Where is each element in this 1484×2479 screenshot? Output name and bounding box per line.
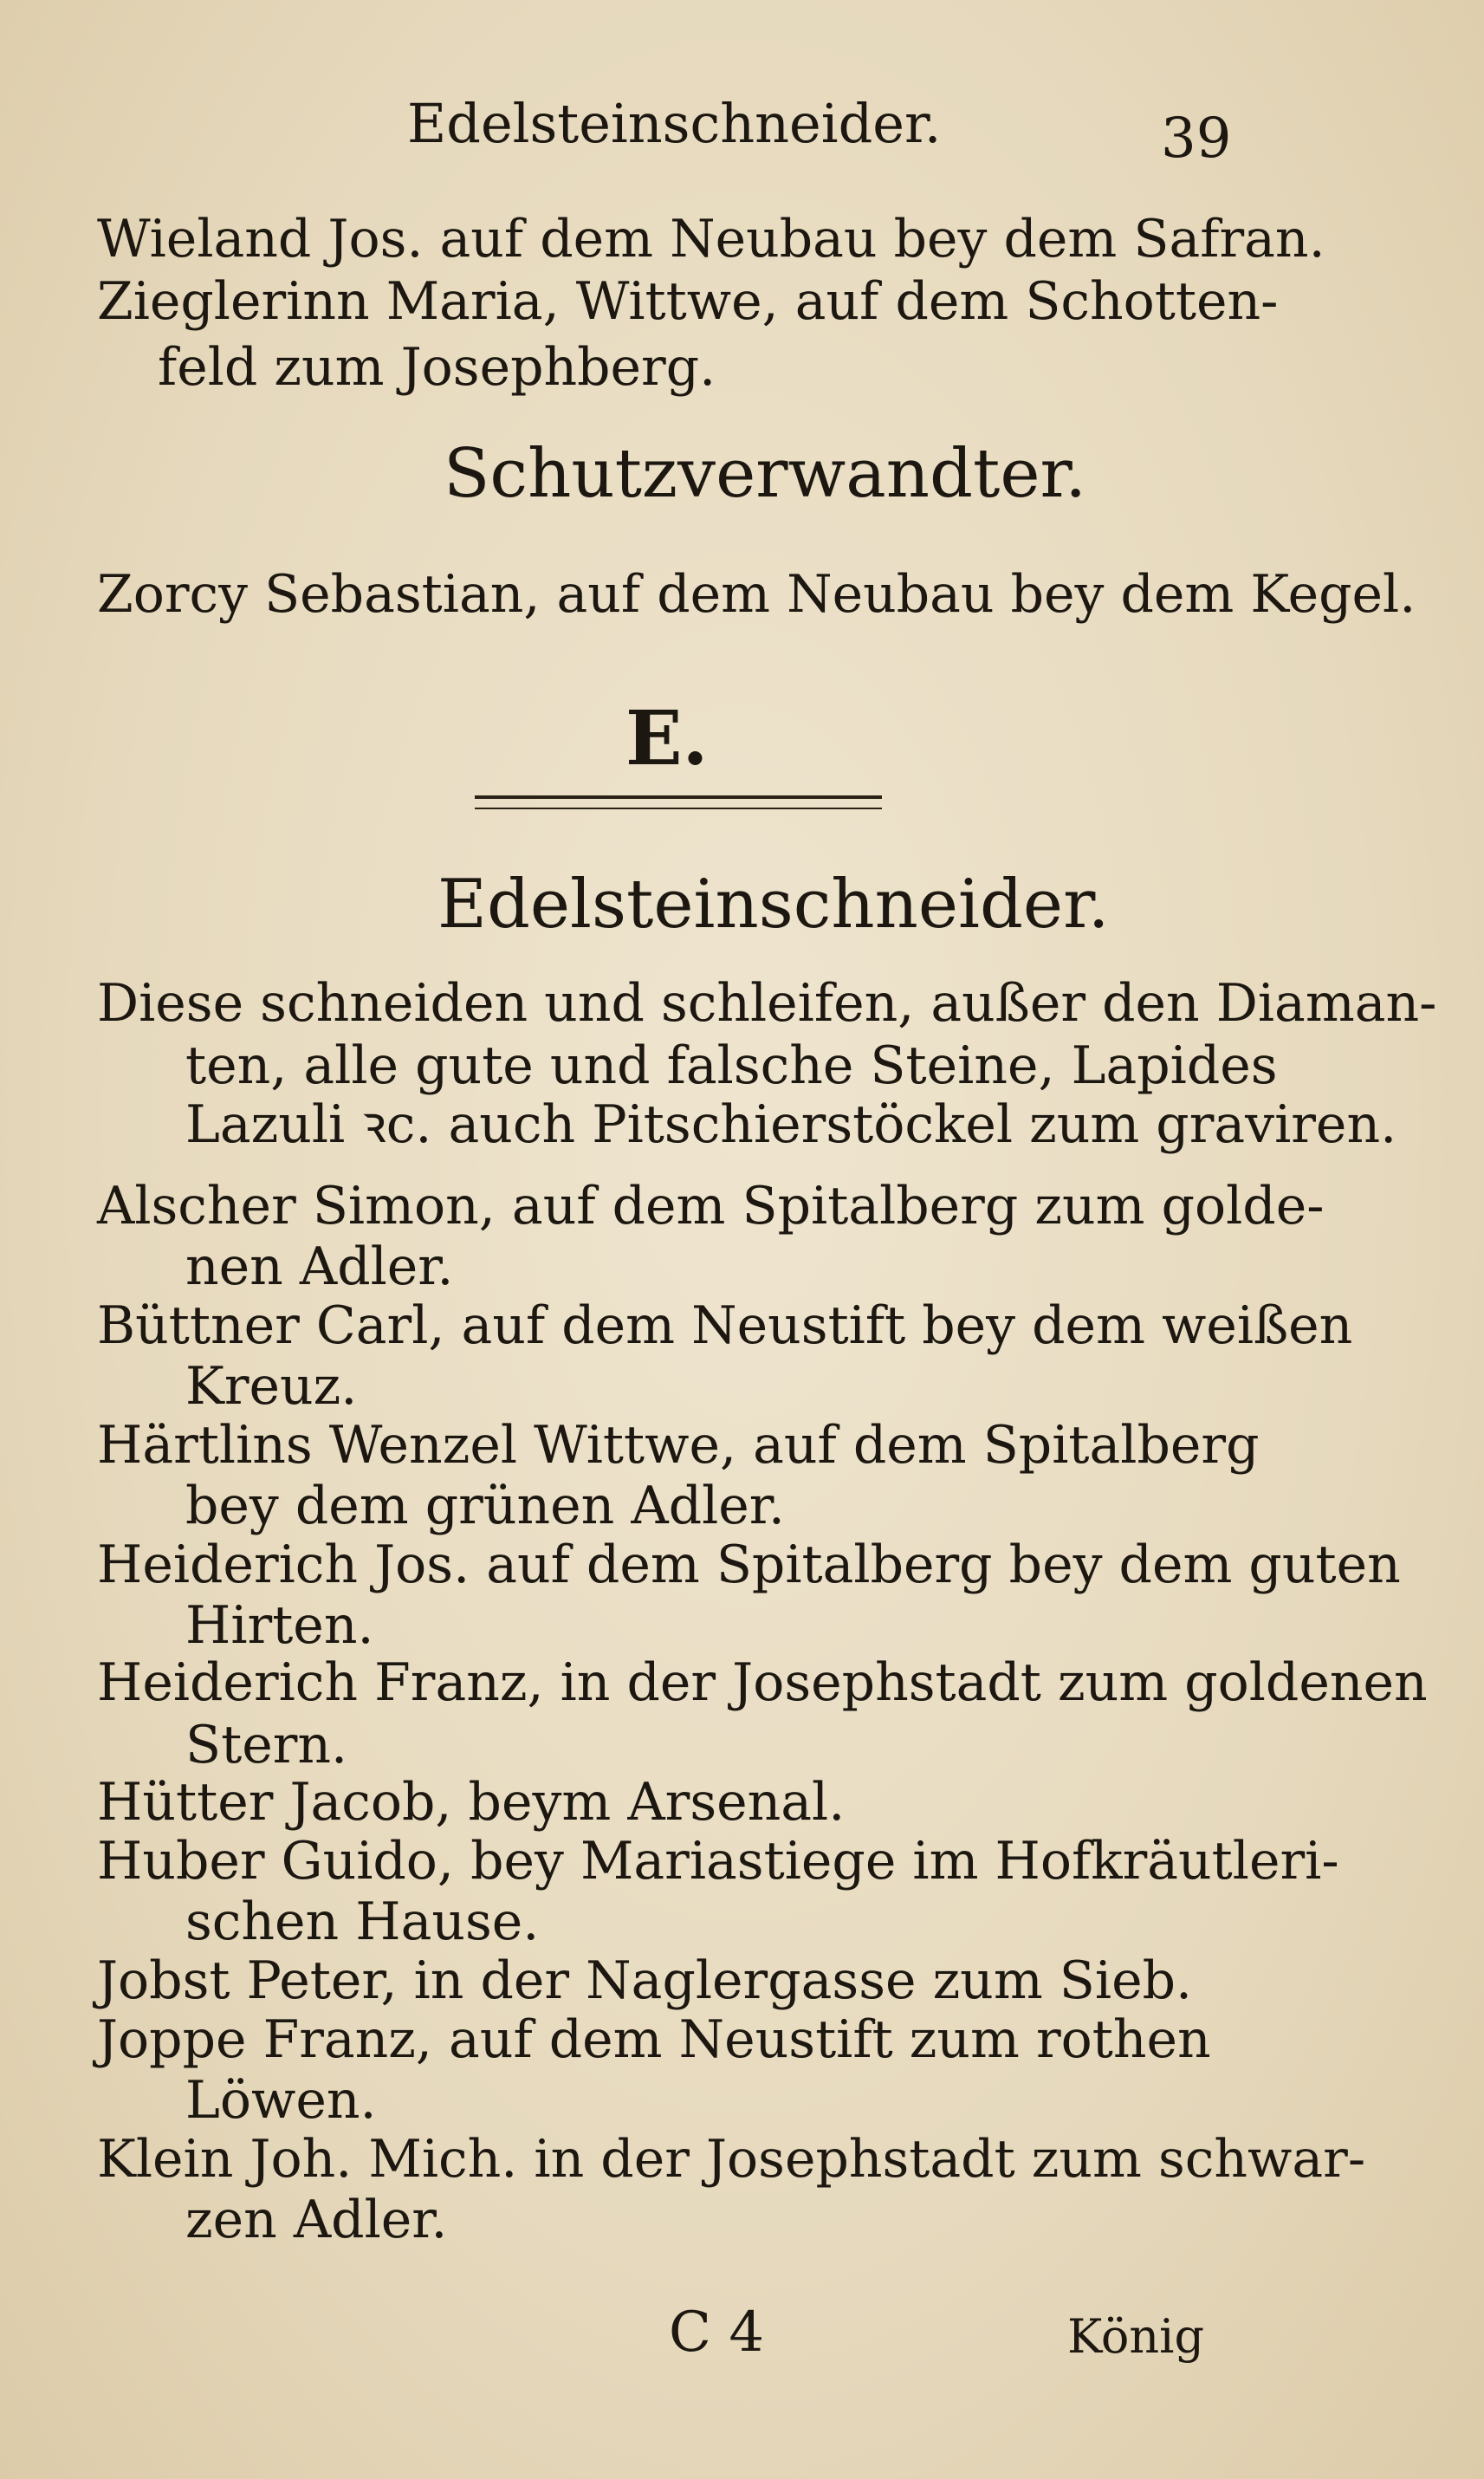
entry-line: Huber Guido, bey Mariastiege im Hofkräutleri- [97,1831,1339,1892]
entry-line: Alscher Simon, auf dem Spitalberg zum golde- [97,1176,1325,1236]
entry-line: Härtlins Wenzel Wittwe, auf dem Spitalberg [97,1415,1260,1476]
entry-line: schen Hause. [185,1892,540,1952]
alphabet-letter: E. [625,695,709,782]
entry-line: Jobst Peter, in der Naglergasse zum Sieb. [97,1950,1193,2011]
divider-rule-thin [475,808,882,809]
entry-line: Wieland Jos. auf dem Neubau bey dem Safran. [97,209,1325,269]
signature-mark: C 4 [669,2301,765,2365]
divider-rule [475,795,882,799]
catchword: König [1067,2309,1205,2364]
entry-line: zen Adler. [185,2190,448,2250]
section-heading: Schutzverwandter. [444,435,1086,513]
entry-line: Büttner Carl, auf dem Neustift bey dem weißen [97,1295,1353,1356]
entry-line: Joppe Franz, auf dem Neustift zum rothen [97,2009,1211,2070]
entry-line: feld zum Josephberg. [158,337,716,398]
intro-line: ten, alle gute und falsche Steine, Lapides [185,1035,1278,1096]
entry-line: bey dem grünen Adler. [185,1476,785,1536]
entry-line: nen Adler. [185,1236,454,1297]
entry-line: Hütter Jacob, beym Arsenal. [97,1772,846,1833]
entry-line: Zorcy Sebastian, auf dem Neubau bey dem Kegel. [97,564,1416,625]
entry-line: Hirten. [185,1595,374,1656]
entry-line: Klein Joh. Mich. in der Josephstadt zum schwar- [97,2129,1366,2190]
entry-line: Zieglerinn Maria, Wittwe, auf dem Schotten- [97,271,1279,332]
entry-line: Heiderich Jos. auf dem Spitalberg bey dem guten [97,1535,1401,1595]
intro-line: Lazuli ꝛc. auch Pitschierstöckel zum graviren. [185,1094,1397,1155]
running-head: Edelsteinschneider. [407,92,942,155]
entry-line: Löwen. [185,2070,377,2131]
intro-line: Diese schneiden und schleifen, außer den Diaman- [97,973,1437,1034]
entry-line: Stern. [185,1715,348,1775]
entry-line: Kreuz. [185,1356,358,1417]
entry-line: Heiderich Franz, in der Josephstadt zum goldenen [97,1652,1428,1713]
section-heading: Edelsteinschneider. [437,866,1110,944]
page-number: 39 [1161,107,1232,171]
